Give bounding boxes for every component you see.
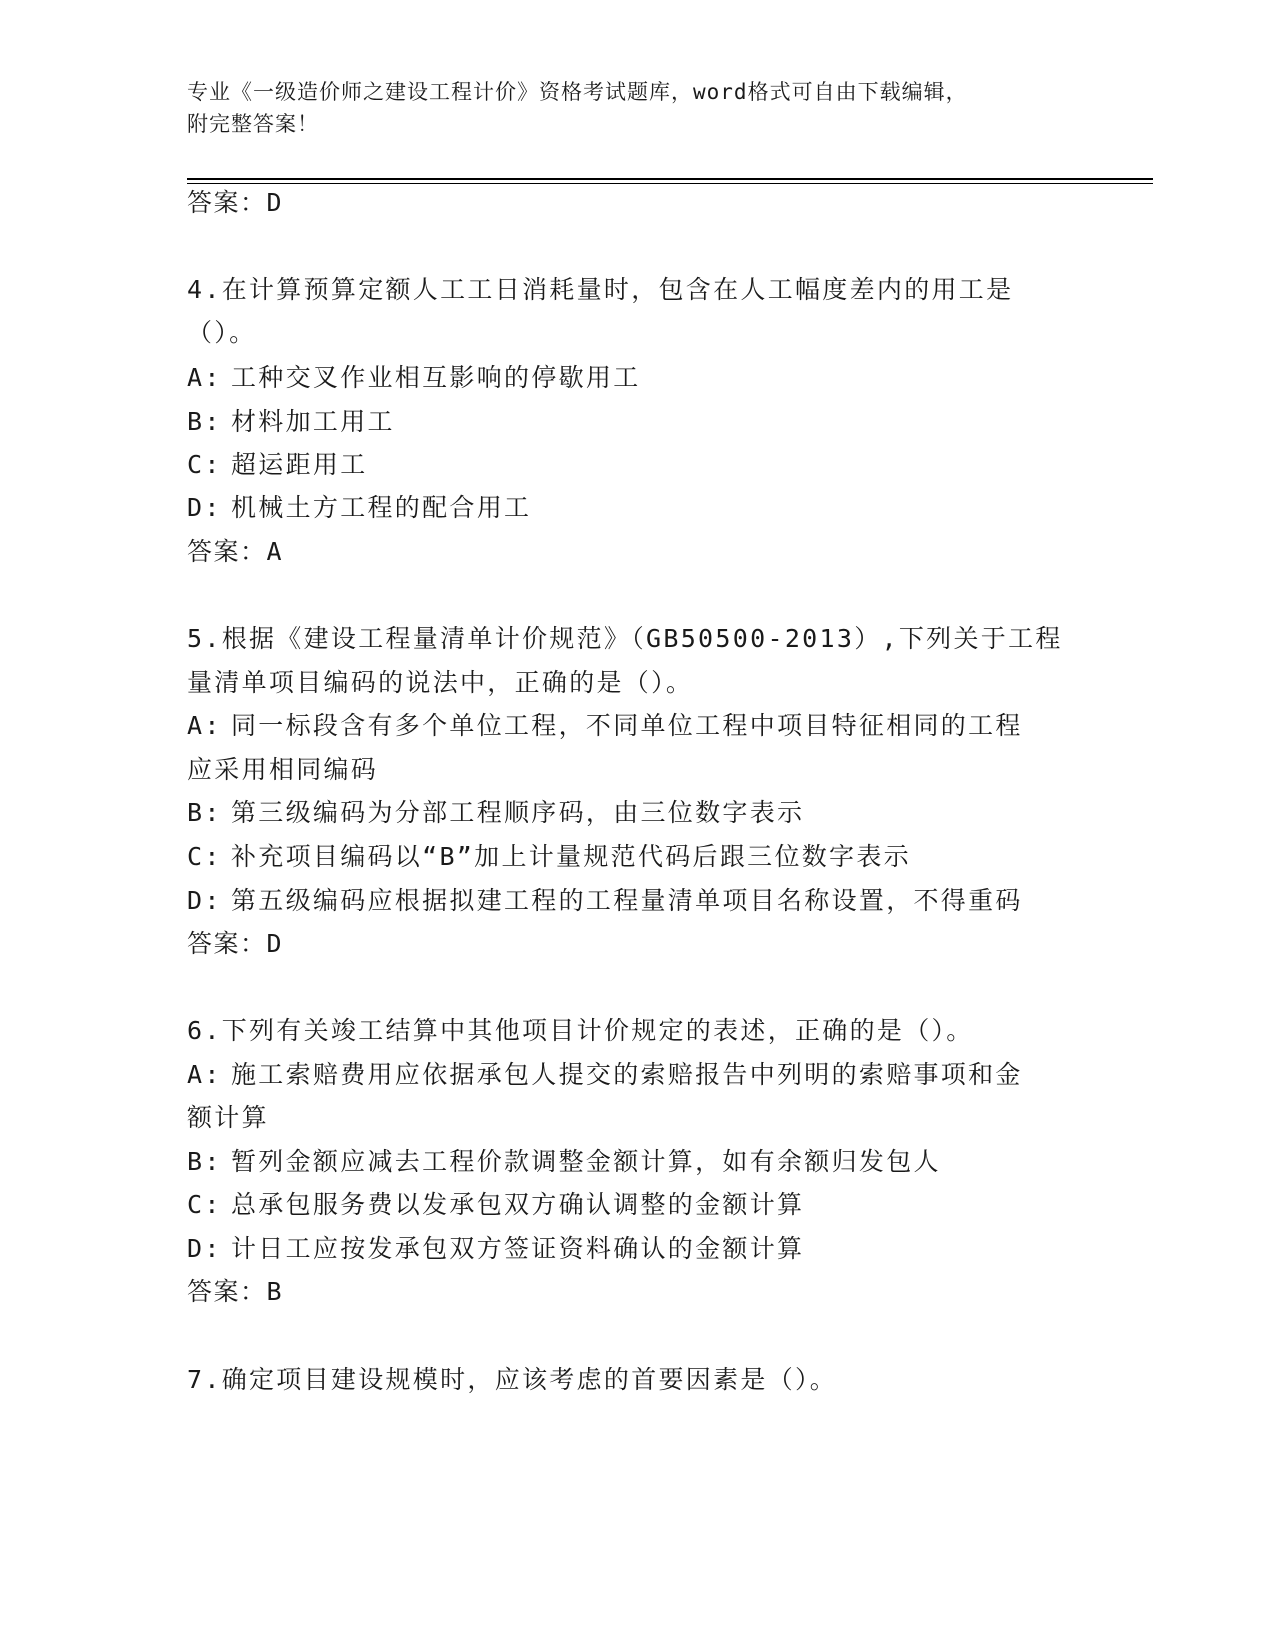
question-6-option-b (187, 1147, 941, 1177)
option-text: 施工索赔费用应依据承包人提交的索赔报告中列明的索赔事项和金 (231, 1060, 1023, 1089)
question-4-option-a (187, 363, 641, 393)
question-7-stem-line-1: 7.确定项目建设规模时，应该考虑的首要因素是（）。 (187, 1365, 838, 1394)
answer-value: A (266, 537, 284, 566)
document-header (187, 76, 1087, 140)
option-letter: B: (187, 407, 222, 436)
question-5-option-a-line-2: 应采用相同编码 (187, 755, 379, 784)
header-rule-thick (187, 178, 1153, 180)
question-5-option-a (187, 711, 1023, 741)
answer-line (187, 188, 283, 218)
option-letter: D: (187, 886, 222, 915)
question-6-option-a (187, 1060, 1023, 1090)
option-letter: D: (187, 493, 222, 522)
option-text: 计日工应按发承包双方签证资料确认的金额计算 (231, 1234, 805, 1263)
question-5-option-c (187, 842, 911, 872)
question-6-stem-line-1: 6.下列有关竣工结算中其他项目计价规定的表述，正确的是（）。 (187, 1016, 974, 1045)
option-letter: C: (187, 450, 222, 479)
question-5-option-d (187, 886, 1023, 916)
question-4-option-b (187, 407, 395, 437)
question-5-stem-line-1: 5.根据《建设工程量清单计价规范》（GB50500-2013）,下列关于工程 (187, 624, 1063, 653)
option-letter: A: (187, 363, 222, 392)
question-5-stem-line-2: 量清单项目编码的说法中，正确的是（）。 (187, 668, 694, 697)
question-6-answer (187, 1277, 283, 1307)
option-text: 第三级编码为分部工程顺序码，由三位数字表示 (231, 798, 805, 827)
option-text: 总承包服务费以发承包双方确认调整的金额计算 (231, 1190, 805, 1219)
header-line-1: 专业《一级造价师之建设工程计价》资格考试题库，word格式可自由下载编辑， (187, 80, 968, 104)
answer-label: 答案： (187, 1277, 267, 1306)
option-letter: D: (187, 1234, 222, 1263)
option-letter: B: (187, 798, 222, 827)
question-4-option-d (187, 493, 531, 523)
question-5-answer (187, 929, 283, 959)
answer-label: 答案： (187, 188, 267, 217)
question-5-option-b (187, 798, 804, 828)
option-letter: C: (187, 842, 222, 871)
answer-label: 答案： (187, 929, 267, 958)
question-6-option-d (187, 1234, 804, 1264)
option-text: 工种交叉作业相互影响的停歇用工 (231, 363, 641, 392)
question-4-stem-line-2: （）。 (187, 318, 257, 347)
option-text: 材料加工用工 (231, 407, 395, 436)
option-letter: B: (187, 1147, 222, 1176)
option-text: 补充项目编码以“B”加上计量规范代码后跟三位数字表示 (231, 842, 911, 871)
option-letter: A: (187, 1060, 222, 1089)
header-rule-thin (187, 183, 1153, 184)
question-4-option-c (187, 450, 368, 480)
answer-label: 答案： (187, 537, 267, 566)
answer-value: D (266, 929, 284, 958)
question-6-option-c (187, 1190, 804, 1220)
option-letter: C: (187, 1190, 222, 1219)
question-6-option-a-line-2: 额计算 (187, 1103, 269, 1132)
question-4-stem-line-1: 4.在计算预算定额人工工日消耗量时，包含在人工幅度差内的用工是 (187, 275, 1014, 304)
answer-value: B (266, 1277, 284, 1306)
question-4-answer (187, 537, 283, 567)
option-text: 超运距用工 (231, 450, 368, 479)
answer-value: D (266, 188, 284, 217)
header-line-2: 附完整答案！ (187, 112, 319, 136)
option-text: 机械土方工程的配合用工 (231, 493, 532, 522)
option-text: 同一标段含有多个单位工程，不同单位工程中项目特征相同的工程 (231, 711, 1023, 740)
option-text: 第五级编码应根据拟建工程的工程量清单项目名称设置，不得重码 (231, 886, 1023, 915)
option-text: 暂列金额应减去工程价款调整金额计算，如有余额归发包人 (231, 1147, 941, 1176)
option-letter: A: (187, 711, 222, 740)
